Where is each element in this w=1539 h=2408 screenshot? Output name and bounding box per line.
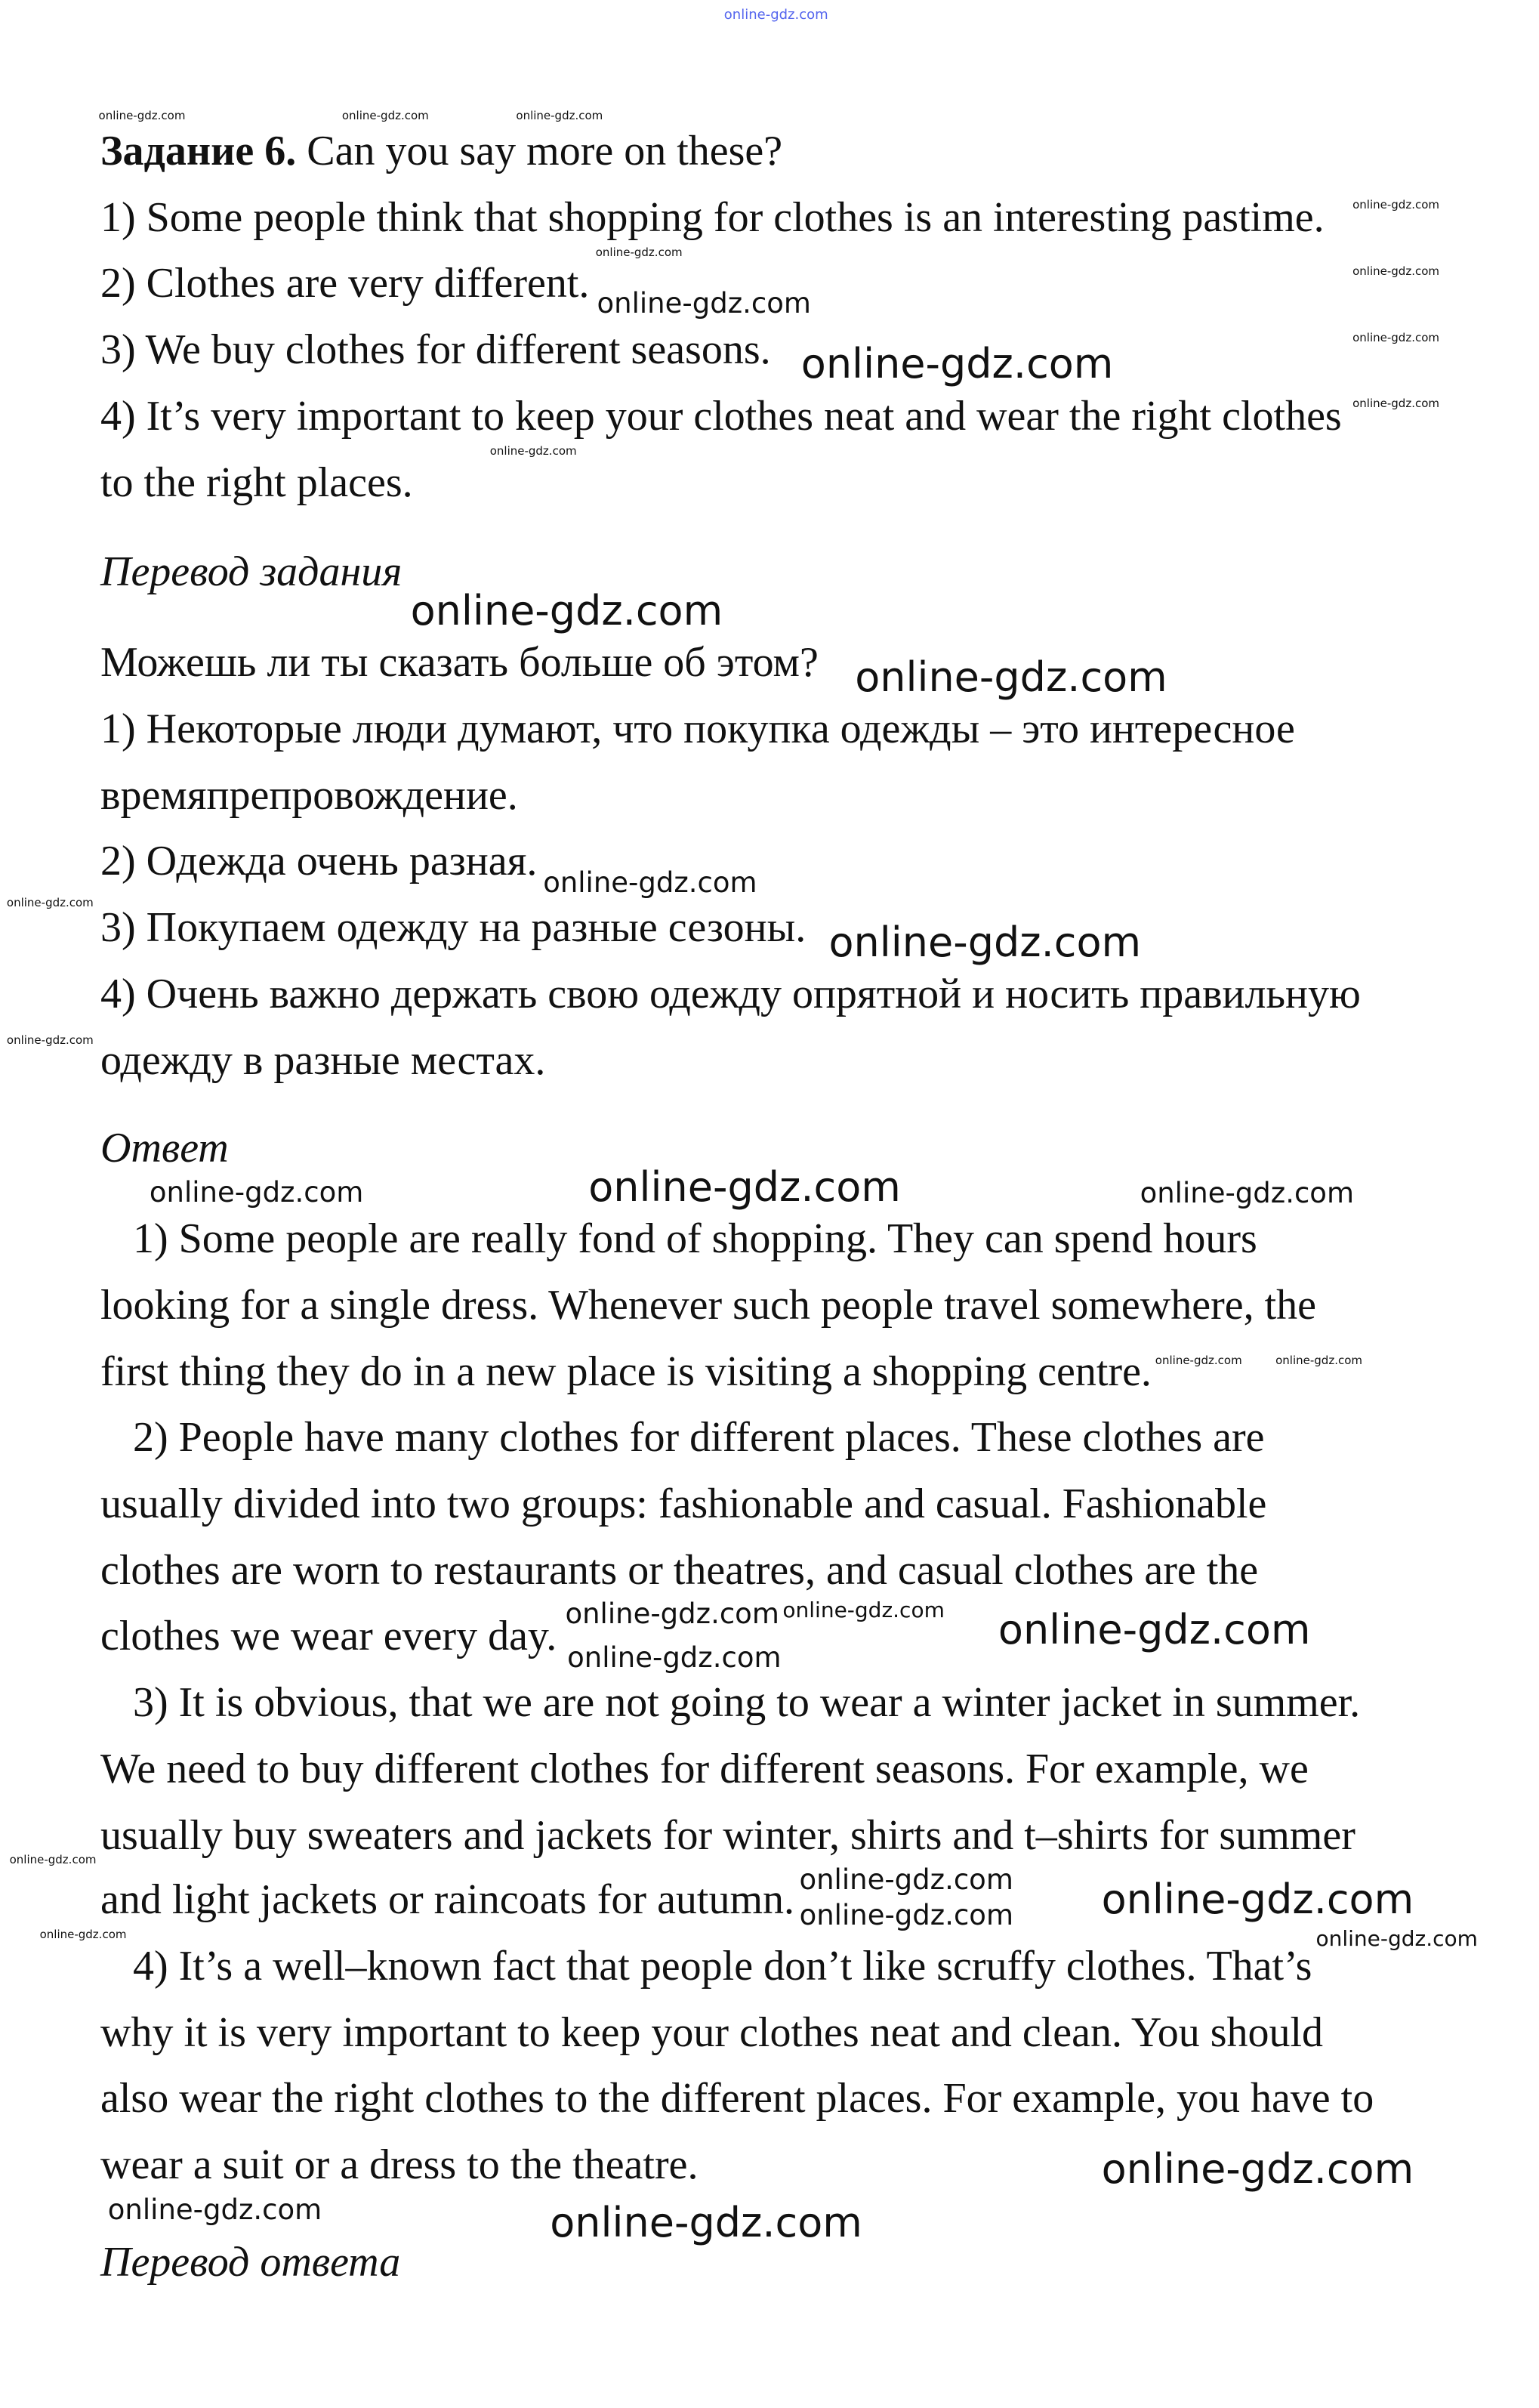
answer-line: 3) It is obvious, that we are not going to wear a winter jacket in summer. <box>133 1679 1361 1727</box>
watermark: online-gdz.com <box>107 2193 322 2227</box>
watermark: online-gdz.com <box>516 108 603 122</box>
watermark: online-gdz.com <box>588 1163 901 1211</box>
answer-line: 1) Some people are really fond of shopping. They can spend hours <box>133 1215 1257 1263</box>
watermark: online-gdz.com <box>1352 264 1439 278</box>
task-line: 1) Some people think that shopping for clothes is an interesting pastime. <box>100 193 1325 241</box>
answer-line: first thing they do in a new place is visiting a shopping centre. <box>100 1348 1152 1395</box>
task-label: Задание 6. <box>100 128 297 174</box>
watermark: online-gdz.com <box>567 1641 782 1675</box>
answer-line: 2) People have many clothes for different places. These clothes are <box>133 1414 1265 1462</box>
watermark: online-gdz.com <box>782 1598 945 1623</box>
watermark: online-gdz.com <box>1315 1926 1478 1952</box>
watermark: online-gdz.com <box>98 108 186 122</box>
task-title <box>100 126 782 176</box>
watermark: online-gdz.com <box>341 108 429 122</box>
watermark: online-gdz.com <box>410 587 723 635</box>
section-heading-translation: Перевод задания <box>100 548 402 595</box>
watermark: online-gdz.com <box>550 2199 862 2247</box>
answer-line: and light jackets or raincoats for autumn. <box>100 1876 795 1924</box>
watermark: online-gdz.com <box>998 1605 1311 1653</box>
watermark: online-gdz.com <box>6 896 94 910</box>
answer-line: clothes are worn to restaurants or theatres, and casual clothes are the <box>100 1546 1259 1594</box>
watermark: online-gdz.com <box>828 918 1142 966</box>
watermark: online-gdz.com <box>1352 397 1439 411</box>
watermark: online-gdz.com <box>543 866 757 900</box>
task-line: 3) We buy clothes for different seasons. <box>100 326 771 374</box>
answer-line: also wear the right clothes to the different places. For example, you have to <box>100 2075 1374 2122</box>
watermark: online-gdz.com <box>799 1863 1013 1897</box>
task-question: Can you say more on these? <box>307 128 783 174</box>
watermark: online-gdz.com <box>1101 2144 1414 2193</box>
translation-line: 1) Некоторые люди думают, что покупка одежды – это интересное <box>100 705 1295 752</box>
watermark: online-gdz.com <box>1101 1875 1414 1923</box>
watermark: online-gdz.com <box>1140 1176 1354 1209</box>
translation-line: времяпрепровождение. <box>100 771 518 819</box>
task-line: 2) Clothes are very different. <box>100 260 590 307</box>
watermark: online-gdz.com <box>800 339 1114 387</box>
watermark: online-gdz.com <box>489 443 577 458</box>
answer-line: We need to buy different clothes for different seasons. For example, we <box>100 1745 1309 1792</box>
translation-line: 2) Одежда очень разная. <box>100 838 538 885</box>
watermark: online-gdz.com <box>1155 1354 1242 1368</box>
answer-line: why it is very important to keep your clothes neat and clean. You should <box>100 2008 1324 2056</box>
translation-line: 3) Покупаем одежду на разные сезоны. <box>100 904 807 952</box>
watermark: online-gdz.com <box>799 1899 1013 1932</box>
task-line: 4) It’s very important to keep your clothes neat and wear the right clothes <box>100 392 1342 440</box>
watermark: online-gdz.com <box>595 245 683 260</box>
watermark: online-gdz.com <box>565 1598 779 1631</box>
answer-line: wear a suit or a dress to the theatre. <box>100 2141 699 2189</box>
watermark: online-gdz.com <box>1352 198 1439 212</box>
answer-line: usually divided into two groups: fashionable and casual. Fashionable <box>100 1480 1267 1528</box>
watermark: online-gdz.com <box>39 1927 127 1941</box>
answer-line: looking for a single dress. Whenever such people travel somewhere, the <box>100 1281 1316 1329</box>
translation-line: Можешь ли ты сказать больше об этом? <box>100 639 819 687</box>
watermark: online-gdz.com <box>855 653 1167 701</box>
translation-line: одежду в разные местах. <box>100 1036 546 1084</box>
answer-line: 4) It’s a well–known fact that people don’t like scruffy clothes. That’s <box>133 1943 1312 1990</box>
watermark: online-gdz.com <box>723 7 828 23</box>
answer-line: usually buy sweaters and jackets for winter, shirts and t–shirts for summer <box>100 1811 1355 1859</box>
translation-line: 4) Очень важно держать свою одежду опрятной и носить правильную <box>100 970 1361 1017</box>
watermark: online-gdz.com <box>1275 1354 1362 1368</box>
section-heading-answer: Ответ <box>100 1124 229 1172</box>
watermark: online-gdz.com <box>6 1033 94 1047</box>
watermark: online-gdz.com <box>9 1853 97 1867</box>
watermark: online-gdz.com <box>1352 330 1439 344</box>
answer-line: clothes we wear every day. <box>100 1613 557 1660</box>
task-line: to the right places. <box>100 458 413 506</box>
watermark: online-gdz.com <box>597 287 811 320</box>
section-heading-answer-translation: Перевод ответа <box>100 2238 401 2286</box>
watermark: online-gdz.com <box>149 1176 364 1209</box>
